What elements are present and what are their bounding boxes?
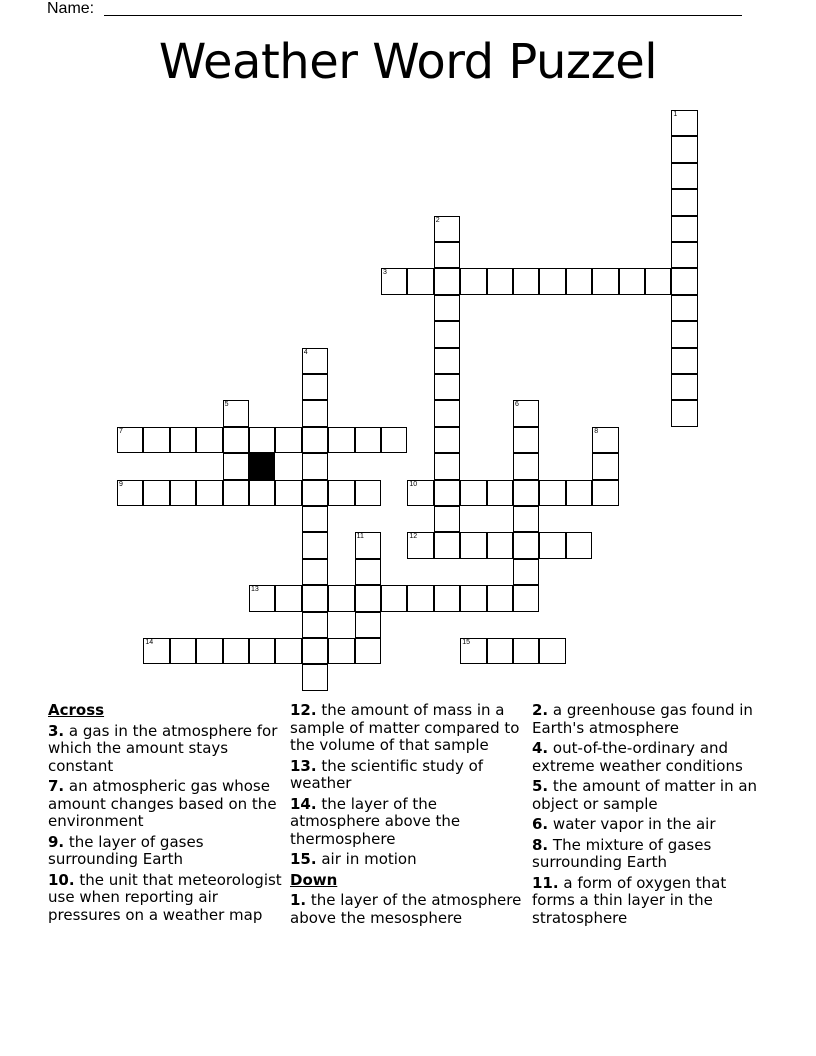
grid-cell[interactable] [539, 638, 565, 664]
grid-cell[interactable] [407, 480, 433, 506]
grid-cell[interactable] [434, 348, 460, 374]
grid-cell[interactable] [513, 559, 539, 585]
grid-cell[interactable] [513, 400, 539, 426]
grid-cell[interactable] [460, 480, 486, 506]
grid-cell[interactable] [513, 506, 539, 532]
clue-item-text: the layer of the atmosphere above the thermosphere [290, 794, 461, 848]
clue-item-text: the amount of matter in an object or sample [532, 777, 758, 813]
clue-item-number: 3. [48, 721, 65, 740]
clue-number: 15 [462, 639, 470, 646]
clue-number: 1 [673, 111, 678, 118]
clue-item-text: an atmospheric gas whose amount changes based on the environment [48, 777, 277, 830]
clues-middle-column [290, 702, 525, 930]
grid-cell[interactable] [460, 532, 486, 558]
clue-number: 7 [119, 427, 123, 435]
grid-cell[interactable] [302, 612, 328, 638]
grid-cell[interactable] [223, 427, 249, 453]
grid-cell[interactable] [355, 638, 381, 664]
grid-cell[interactable] [117, 427, 143, 453]
grid-cell[interactable] [170, 480, 196, 506]
grid-cell[interactable] [434, 268, 460, 294]
clue-item-number: 6. [532, 815, 549, 833]
clue-item-text: a greenhouse gas found in Earth's atmosphere [532, 701, 753, 737]
grid-cell[interactable] [671, 189, 697, 215]
grid-cell[interactable] [671, 348, 697, 374]
grid-cell[interactable] [249, 480, 275, 506]
grid-cell[interactable] [513, 268, 539, 294]
grid-cell[interactable] [355, 559, 381, 585]
clue-item [290, 702, 525, 755]
grid-cell[interactable] [223, 638, 249, 664]
grid-cell[interactable] [328, 585, 354, 611]
grid-cell[interactable] [434, 585, 460, 611]
clue-number: 13 [251, 586, 259, 594]
clue-item [290, 892, 525, 927]
grid-cell[interactable] [275, 480, 301, 506]
clue-item-text: out-of-the-ordinary and extreme weather conditions [532, 739, 743, 775]
grid-cell[interactable] [434, 374, 460, 400]
grid-cell[interactable] [275, 585, 301, 611]
grid-cell[interactable] [434, 480, 460, 506]
grid-cell[interactable] [223, 453, 249, 479]
clue-item-text: water vapor in the air [552, 815, 716, 833]
grid-cell[interactable] [671, 242, 697, 268]
clue-item-number: 11. [532, 873, 559, 892]
grid-cell[interactable] [223, 480, 249, 506]
clue-item [290, 851, 525, 869]
grid-cell[interactable] [223, 400, 249, 426]
grid-cell[interactable] [671, 136, 697, 162]
grid-cell[interactable] [592, 427, 618, 453]
grid-cell[interactable] [434, 321, 460, 347]
grid-cell[interactable] [355, 532, 381, 558]
grid-cell[interactable] [302, 453, 328, 479]
clue-item-number: 9. [48, 832, 65, 851]
grid-cell[interactable] [487, 638, 513, 664]
black-cell [249, 453, 275, 479]
grid-cell[interactable] [249, 638, 275, 664]
grid-cell[interactable] [355, 480, 381, 506]
clues-left-column [48, 702, 283, 927]
clues-right-column [532, 702, 772, 930]
grid-cell[interactable] [592, 453, 618, 479]
clue-item [48, 723, 283, 776]
clue-number: 3 [383, 269, 387, 277]
clue-item [532, 816, 772, 834]
grid-cell[interactable] [143, 427, 169, 453]
grid-cell[interactable] [460, 585, 486, 611]
clue-number: 11 [356, 533, 364, 541]
grid-cell[interactable] [592, 480, 618, 506]
clue-item-number: 1. [290, 891, 307, 909]
grid-cell[interactable] [566, 268, 592, 294]
down-clue-list-continued [532, 702, 772, 927]
grid-cell[interactable] [196, 480, 222, 506]
clue-number: 2 [435, 216, 440, 224]
clue-item-text: a gas in the atmosphere for which the amount stays constant [48, 721, 278, 775]
grid-cell[interactable] [407, 585, 433, 611]
grid-cell[interactable] [355, 427, 381, 453]
grid-cell[interactable] [381, 268, 407, 294]
grid-cell[interactable] [434, 400, 460, 426]
grid-cell[interactable] [671, 110, 697, 136]
grid-cell[interactable] [275, 638, 301, 664]
clue-item-text: air in motion [321, 850, 417, 868]
clue-item-text: The mixture of gases surrounding Earth [532, 835, 712, 871]
grid-cell[interactable] [196, 638, 222, 664]
grid-cell[interactable] [302, 532, 328, 558]
clue-item-number: 8. [532, 835, 549, 854]
grid-cell[interactable] [487, 585, 513, 611]
clue-item-number: 2. [532, 701, 549, 719]
grid-cell[interactable] [328, 480, 354, 506]
grid-cell[interactable] [513, 453, 539, 479]
clue-item [532, 740, 772, 775]
grid-cell[interactable] [487, 480, 513, 506]
grid-cell[interactable] [249, 585, 275, 611]
grid-cell[interactable] [645, 268, 671, 294]
grid-cell[interactable] [381, 585, 407, 611]
grid-cell[interactable] [513, 585, 539, 611]
clue-item [48, 778, 283, 831]
grid-cell[interactable] [143, 480, 169, 506]
clue-number: 8 [594, 427, 599, 435]
clue-item [532, 778, 772, 813]
clue-item [532, 837, 772, 872]
grid-cell[interactable] [671, 374, 697, 400]
clue-number: 9 [119, 480, 123, 488]
grid-cell[interactable] [143, 638, 169, 664]
grid-cell[interactable] [302, 506, 328, 532]
page-title: Weather Word Puzzel [158, 34, 658, 90]
grid-cell[interactable] [671, 216, 697, 242]
down-heading: Down [290, 870, 338, 889]
grid-cell[interactable] [302, 559, 328, 585]
clue-item-number: 10. [48, 870, 75, 889]
grid-cell[interactable] [671, 268, 697, 294]
grid-cell[interactable] [302, 348, 328, 374]
clue-item-text: a form of oxygen that forms a thin layer in the stratosphere [532, 873, 727, 927]
grid-cell[interactable] [671, 295, 697, 321]
grid-cell[interactable] [434, 216, 460, 242]
clue-item-text: the layer of gases surrounding Earth [48, 832, 204, 868]
clue-item-text: the layer of the atmosphere above the mesosphere [290, 891, 522, 927]
grid-cell[interactable] [513, 532, 539, 558]
clue-item [48, 834, 283, 869]
clue-item-number: 4. [532, 739, 549, 757]
grid-cell[interactable] [355, 585, 381, 611]
grid-cell[interactable] [434, 295, 460, 321]
grid-cell[interactable] [302, 400, 328, 426]
grid-cell[interactable] [328, 427, 354, 453]
clue-item [532, 702, 772, 737]
grid-cell[interactable] [381, 427, 407, 453]
grid-cell[interactable] [302, 664, 328, 690]
grid-cell[interactable] [671, 400, 697, 426]
grid-cell[interactable] [275, 427, 301, 453]
grid-cell[interactable] [328, 638, 354, 664]
grid-cell[interactable] [460, 638, 486, 664]
clue-item-number: 7. [48, 777, 65, 795]
grid-cell[interactable] [487, 532, 513, 558]
grid-cell[interactable] [460, 268, 486, 294]
grid-cell[interactable] [117, 480, 143, 506]
grid-cell[interactable] [513, 427, 539, 453]
across-heading: Across [48, 701, 105, 719]
grid-cell[interactable] [170, 638, 196, 664]
grid-cell[interactable] [355, 612, 381, 638]
clue-item-number: 5. [532, 777, 549, 795]
grid-cell[interactable] [434, 532, 460, 558]
clue-item [532, 875, 772, 928]
clue-item [48, 872, 283, 925]
grid-cell[interactable] [249, 427, 275, 453]
clue-item-text: the scientific study of weather [290, 756, 484, 792]
grid-cell[interactable] [671, 163, 697, 189]
name-label: Name: [47, 0, 95, 17]
grid-cell[interactable] [592, 268, 618, 294]
grid-cell[interactable] [487, 268, 513, 294]
grid-cell[interactable] [513, 638, 539, 664]
grid-cell[interactable] [539, 532, 565, 558]
grid-cell[interactable] [434, 506, 460, 532]
across-clue-list-continued [290, 702, 525, 869]
clue-item-text: the unit that meteorologist use when reporting air pressures on a weather map [48, 870, 282, 924]
clue-item [290, 758, 525, 793]
clue-number: 6 [515, 401, 519, 409]
clue-item-number: 14. [290, 794, 317, 813]
grid-cell[interactable] [302, 585, 328, 611]
clue-item [290, 796, 525, 849]
clue-item-text: the amount of mass in a sample of matter compared to the volume of that sample [290, 701, 520, 754]
clue-number: 4 [303, 348, 308, 356]
grid-cell[interactable] [566, 532, 592, 558]
grid-cell[interactable] [671, 321, 697, 347]
grid-cell[interactable] [434, 427, 460, 453]
grid-cell[interactable] [513, 480, 539, 506]
clue-number: 12 [409, 533, 418, 541]
grid-cell[interactable] [302, 374, 328, 400]
grid-cell[interactable] [302, 427, 328, 453]
clue-number: 10 [409, 480, 418, 488]
grid-cell[interactable] [434, 453, 460, 479]
grid-cell[interactable] [539, 268, 565, 294]
grid-cell[interactable] [302, 480, 328, 506]
grid-cell[interactable] [170, 427, 196, 453]
grid-cell[interactable] [302, 638, 328, 664]
across-clue-list [48, 723, 283, 925]
grid-cell[interactable] [566, 480, 592, 506]
grid-cell[interactable] [196, 427, 222, 453]
grid-cell[interactable] [434, 242, 460, 268]
down-clue-list [290, 892, 525, 927]
clue-number: 5 [224, 401, 229, 409]
clue-item-number: 13. [290, 756, 317, 775]
grid-cell[interactable] [619, 268, 645, 294]
grid-cell[interactable] [407, 532, 433, 558]
clue-item-number: 15. [290, 850, 317, 868]
clue-number: 14 [145, 639, 154, 646]
grid-cell[interactable] [539, 480, 565, 506]
grid-cell[interactable] [407, 268, 433, 294]
clue-item-number: 12. [290, 701, 317, 719]
